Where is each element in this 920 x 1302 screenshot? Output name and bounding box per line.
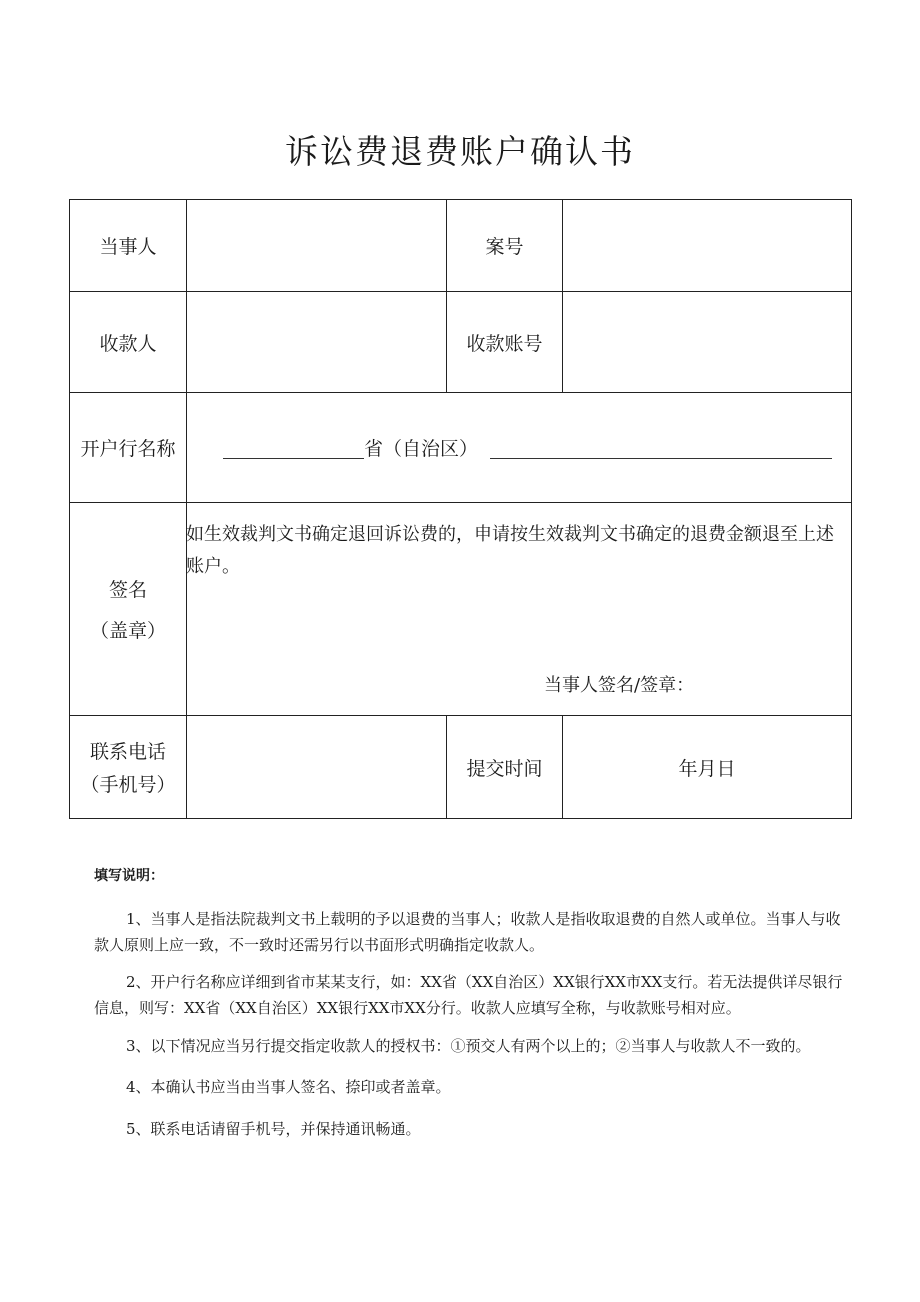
signature-label: [70, 503, 187, 716]
note-item: 5、联系电话请留手机号，并保持通讯畅通。: [126, 1120, 421, 1138]
row-payee: [70, 292, 852, 393]
signature-label-line2: （盖章）: [89, 620, 166, 642]
note-item: 3、以下情况应当另行提交指定收款人的授权书：①预交人有两个以上的；②当事人与收款人不一致的。: [126, 1037, 811, 1055]
signature-statement: 如生效裁判文书确定退回诉讼费的，申请按生效裁判文书确定的退费金额退至上述账户。: [186, 524, 834, 577]
date-field[interactable]: 年月日: [563, 716, 852, 819]
submit-time-label: 提交时间: [447, 716, 563, 819]
row-bank: [70, 393, 852, 503]
note-item: 1、当事人是指法院裁判文书上载明的予以退费的当事人；收款人是指收取退费的自然人或单位。当事人与收款人原则上应一致，不一致时还需另行以书面形式明确指定收款人。: [94, 910, 841, 954]
row-phone: [70, 716, 852, 819]
notes-title: 填写说明：: [94, 868, 164, 884]
row-party: [70, 200, 852, 292]
note-item: 2、开户行名称应详细到省市某某支行，如：XX省（XX自治区）XX银行XX市XX支行。若无法提供详尽银行信息，则写：XX省（XX自治区）XX银行XX市XX分行。收款人应填写全称，与收款账号相对应。: [94, 973, 843, 1017]
phone-label: [70, 716, 187, 819]
note-item: 4、本确认书应当由当事人签名、捺印或者盖章。: [126, 1078, 451, 1096]
payee-label: 收款人: [70, 292, 187, 393]
case-no-field[interactable]: [563, 200, 852, 292]
phone-label-line1: 联系电话: [89, 741, 166, 763]
party-field[interactable]: [187, 200, 447, 292]
bank-field[interactable]: [187, 393, 852, 503]
account-label: 收款账号: [447, 292, 563, 393]
account-field[interactable]: [563, 292, 852, 393]
province-label: 省（自治区）: [364, 438, 479, 460]
phone-label-line2: （手机号）: [80, 774, 176, 796]
case-no-label: 案号: [447, 200, 563, 292]
row-signature: [70, 503, 852, 716]
party-label: 当事人: [70, 200, 187, 292]
signature-field-label: 当事人签名/签章：: [544, 675, 695, 696]
bank-name-blank[interactable]: [490, 436, 832, 459]
page-title: 诉讼费退费账户确认书: [285, 132, 635, 171]
bank-label: 开户行名称: [70, 393, 187, 503]
phone-field[interactable]: [187, 716, 447, 819]
province-blank[interactable]: [223, 436, 364, 459]
signature-field[interactable]: [187, 503, 852, 716]
confirmation-form: [69, 199, 852, 819]
signature-label-line1: 签名: [108, 579, 147, 601]
payee-field[interactable]: [187, 292, 447, 393]
